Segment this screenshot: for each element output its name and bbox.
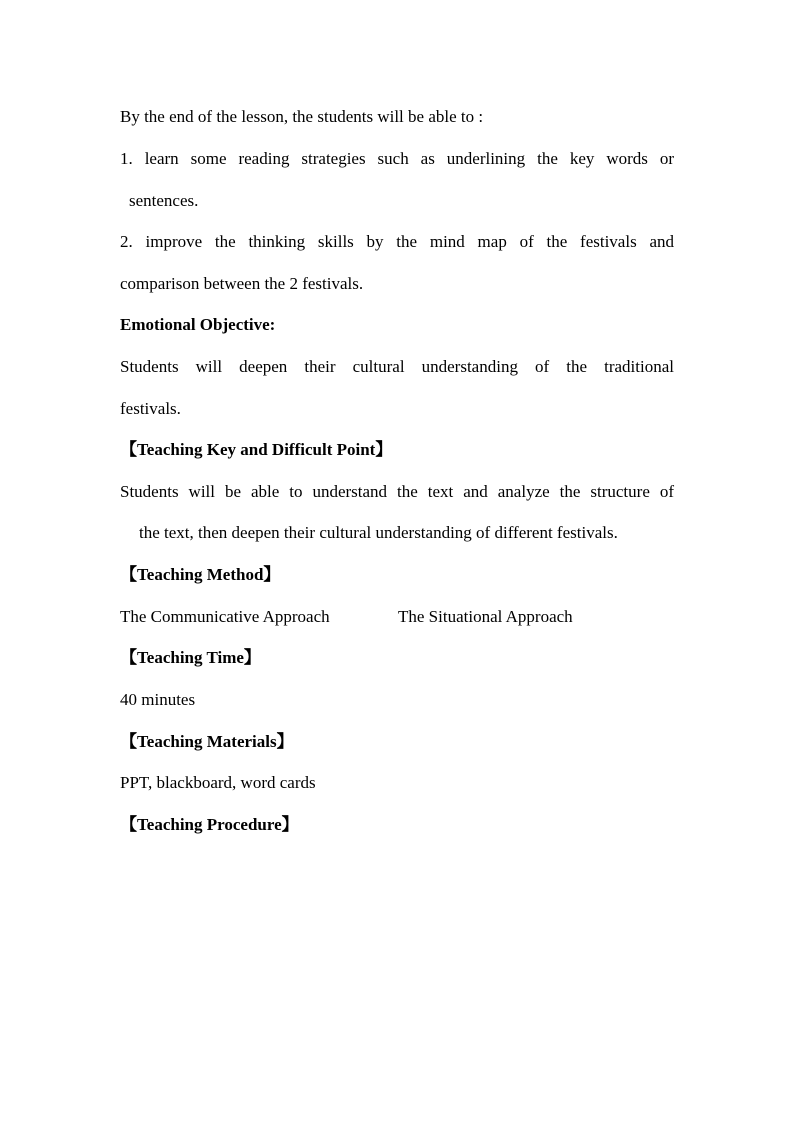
method-item-situational: The Situational Approach	[398, 607, 573, 626]
objective-1-line-2: sentences.	[129, 191, 199, 210]
time-value: 40 minutes	[120, 690, 196, 709]
emotional-objective-line-2: festivals.	[120, 399, 181, 418]
objective-2-line-2: comparison between the 2 festivals.	[120, 274, 364, 293]
key-difficult-line-2: the text, then deepen their cultural understanding of different festivals.	[139, 523, 618, 542]
intro-text: By the end of the lesson, the students will be able to :	[120, 107, 484, 126]
key-difficult-line-1: Students will be able to understand the text and analyze the structure of	[120, 482, 674, 501]
objective-2-line-1: 2. improve the thinking skills by the mind map of the festivals and	[120, 232, 674, 251]
emotional-objective-heading: Emotional Objective:	[120, 315, 276, 334]
key-difficult-heading: 【Teaching Key and Difficult Point】	[120, 440, 393, 459]
method-heading: 【Teaching Method】	[120, 565, 281, 584]
procedure-heading: 【Teaching Procedure】	[120, 815, 299, 834]
emotional-objective-line-1: Students will deepen their cultural understanding of the traditional	[120, 357, 674, 376]
materials-heading: 【Teaching Materials】	[120, 732, 294, 751]
objective-1-line-1: 1. learn some reading strategies such as underlining the key words or	[120, 149, 674, 168]
materials-value: PPT, blackboard, word cards	[120, 773, 316, 792]
time-heading: 【Teaching Time】	[120, 648, 261, 667]
method-item-communicative: The Communicative Approach	[120, 607, 330, 626]
